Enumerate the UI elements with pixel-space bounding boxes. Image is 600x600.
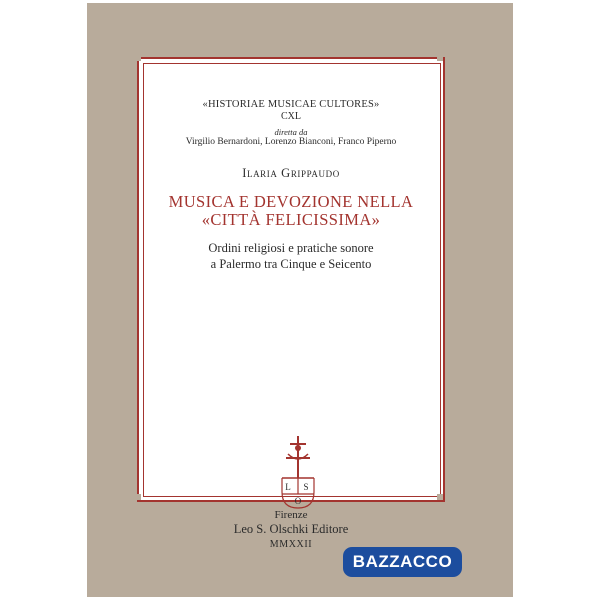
subtitle-line-2: a Palermo tra Cinque e Seicento: [210, 257, 372, 271]
publisher-name: Leo S. Olschki Editore: [233, 522, 349, 536]
frame-corner: [437, 494, 443, 500]
frame-corner: [135, 494, 141, 500]
subtitle-line-1: Ordini religiosi e pratiche sonore: [208, 241, 374, 255]
publication-year: MMXXII: [269, 539, 313, 550]
series-number: CXL: [281, 111, 301, 122]
frame-corner: [437, 55, 443, 61]
logo-letter-l: L: [285, 482, 291, 492]
director-label: diretta da: [274, 127, 308, 137]
logo-letter-o: O: [294, 496, 302, 506]
book-title-line-2: «CITTÀ FELICISSIMA»: [201, 210, 381, 229]
frame-corner: [135, 55, 141, 61]
series-directors: Virgilio Bernardoni, Lorenzo Bianconi, Franco Piperno: [185, 137, 397, 147]
series-title: «HISTORIAE MUSICAE CULTORES»: [202, 99, 380, 110]
publisher-logo-icon: [276, 434, 320, 510]
book-title-line-1: MUSICA E DEVOZIONE NELLA: [168, 192, 414, 211]
author-name: Ilaria Grippaudo: [242, 166, 340, 180]
publisher-place: Firenze: [274, 509, 308, 521]
bazzacco-badge: BAZZACCO: [343, 547, 462, 577]
logo-letter-s: S: [303, 482, 309, 492]
